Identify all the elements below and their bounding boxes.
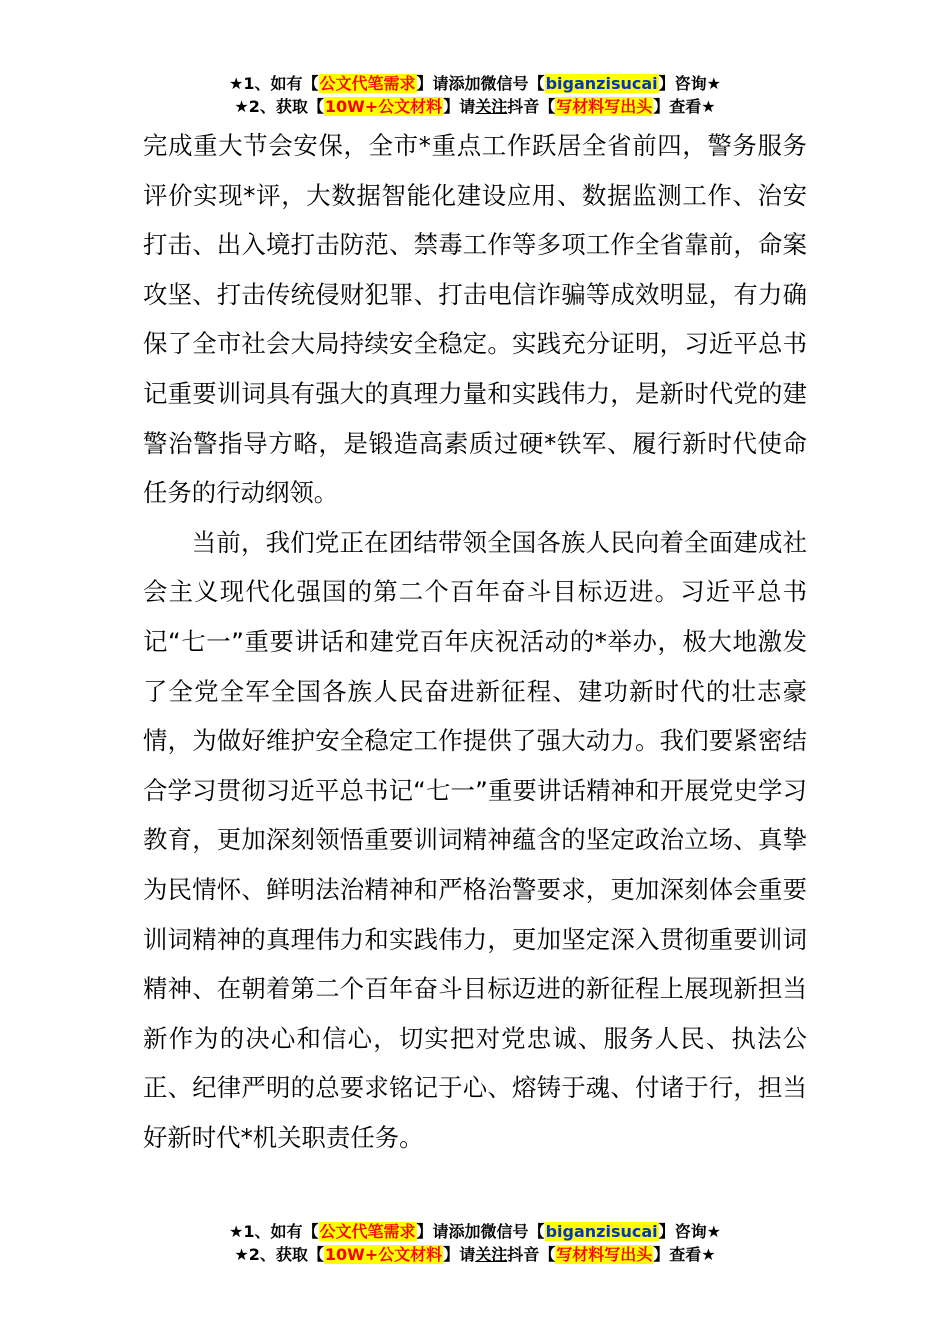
banner-text: 】咨询★	[658, 74, 721, 93]
body-paragraph-2: 当前，我们党正在团结带领全国各族人民向着全面建成社会主义现代化强国的第二个百年奋斗目标迈进。习近平总书记“七一”重要讲话和建党百年庆祝活动的*举办，极大地激发了全党全军全国各族人民奋进新征程、建功新时代的壮志豪情，为做好维护安全稳定工作提供了强大动力。我们要紧密结合学习贯彻习近平总书记“七一”重要讲话精神和开展党史学习教育，更加深刻领悟重要训词精神蕴含的坚定政治立场、真挚为民情怀、鲜明法治精神和严格治警要求，更加深刻体会重要训词精神的真理伟力和实践伟力，更加坚定深入贯彻重要训词精神、在朝着第二个百年奋斗目标迈进的新征程上展现新担当新作为的决心和信心，切实把对党忠诚、服务人民、执法公正、纪律严明的总要求铭记于心、熔铸于魂、付诸于行，担当好新时代*机关职责任务。	[143, 527, 807, 1152]
banner-line-2	[0, 95, 950, 118]
banner-text: 抖音【	[507, 1245, 556, 1264]
document-body	[143, 121, 807, 1162]
highlight-materials: 10W+公文材料	[324, 1245, 443, 1264]
banner-line-1	[0, 72, 950, 95]
highlight-materials: 10W+公文材料	[324, 97, 443, 116]
banner-text: 】查看★	[653, 1245, 716, 1264]
header-banner	[0, 72, 950, 118]
highlight-wechat-id: biganzisucai	[545, 1222, 658, 1241]
footer-banner	[0, 1220, 950, 1266]
banner-text: 】请添	[416, 74, 465, 93]
highlight-writing-service: 公文代笔需求	[319, 1222, 416, 1241]
footer-line-1	[0, 1220, 950, 1243]
banner-emphasis: 关注	[475, 97, 508, 116]
banner-text: 微信号【	[480, 74, 545, 93]
banner-text: 】查看★	[653, 97, 716, 116]
banner-text: 】请	[443, 1245, 476, 1264]
highlight-writing-service: 公文代笔需求	[319, 74, 416, 93]
body-paragraph-1: 完成重大节会安保，全市*重点工作跃居全省前四，警务服务评价实现*评，大数据智能化建设应用、数据监测工作、治安打击、出入境打击防范、禁毒工作等多项工作全省靠前，命案攻坚、打击传统侵财犯罪、打击电信诈骗等成效明显，有力确保了全市社会大局持续安全稳定。实践充分证明，习近平总书记重要训词具有强大的真理力量和实践伟力，是新时代党的建警治警指导方略，是锻造高素质过硬*铁军、履行新时代使命任务的行动纲领。	[143, 131, 807, 508]
highlight-douyin-account: 写材料写出头	[556, 97, 653, 116]
banner-text: ★1、如有【	[229, 74, 319, 93]
highlight-wechat-id: biganzisucai	[545, 74, 658, 93]
banner-text: 】咨询★	[658, 1222, 721, 1241]
banner-text: 抖音【	[507, 97, 556, 116]
banner-emphasis: 加	[464, 74, 481, 93]
banner-text: 】请	[443, 97, 476, 116]
banner-emphasis: 关注	[475, 1245, 508, 1264]
banner-text: ★2、获取【	[234, 97, 324, 116]
footer-line-2	[0, 1243, 950, 1266]
banner-text: ★2、获取【	[234, 1245, 324, 1264]
highlight-douyin-account: 写材料写出头	[556, 1245, 653, 1264]
banner-emphasis: 加	[464, 1222, 481, 1241]
banner-text: ★1、如有【	[229, 1222, 319, 1241]
banner-text: 微信号【	[480, 1222, 545, 1241]
banner-text: 】请添	[416, 1222, 465, 1241]
